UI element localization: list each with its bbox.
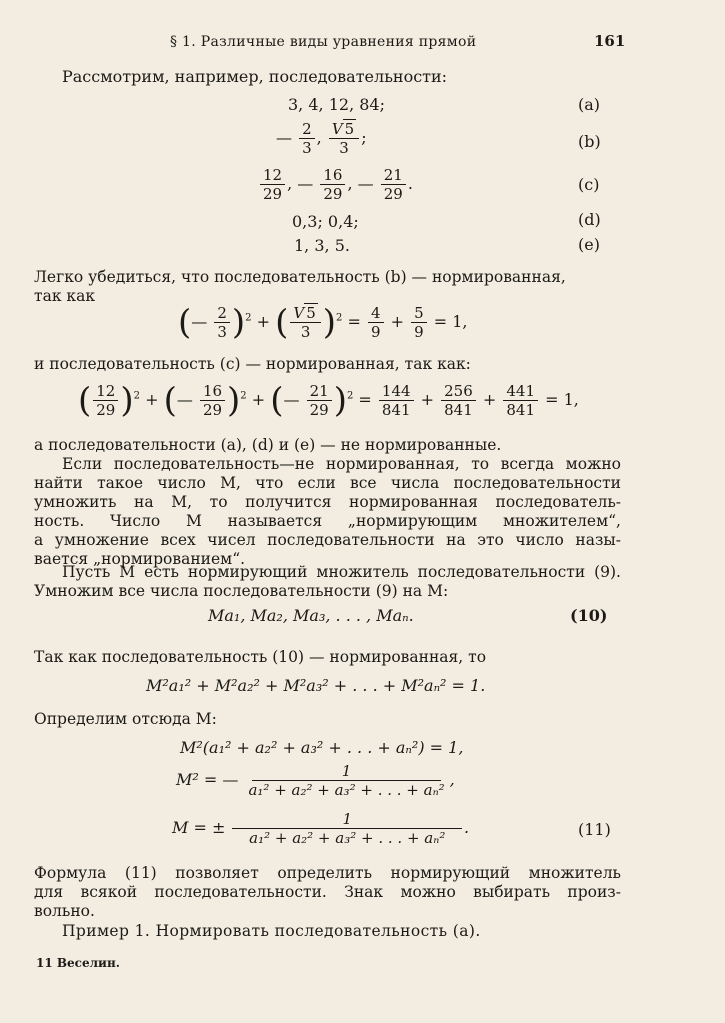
sequence-c: $\frac{12}{29}$ , — $\frac{16}{29}$ , — $\frac{21}{29}$ .	[258, 166, 413, 203]
para3-line3: вольно.	[34, 902, 95, 920]
page-number: 161	[594, 32, 626, 50]
not-normalized-line: а последовательности (a), (d) и (e) — не нормированные.	[34, 436, 502, 454]
easy-line1: Легко убедиться, что последовательность (b) — нормированная,	[34, 268, 566, 286]
since-line: Так как последовательность (10) — нормированная, то	[34, 648, 487, 666]
sequence-d: 0,3; 0,4;	[292, 212, 359, 231]
formula-11: M = ± $\frac{1}{\text{a₁² + a₂² + a₃² + . . . + aₙ²}}$ .	[172, 810, 470, 847]
sequence-b: — $\frac{2}{3}$ , $\frac{V 5}{3}$ ;	[276, 120, 367, 157]
para1-line4: ность. Число M называется „нормирующим множителем“,	[34, 512, 621, 530]
intro-text: Рассмотрим, например, последовательности:	[62, 67, 448, 86]
para1-line5: а умножение всех чисел последовательности на это число назы-	[34, 531, 621, 549]
easy-line2: так как	[34, 287, 96, 305]
sequence-e: 1, 3, 5.	[294, 236, 350, 255]
formula-sum: M²a₁² + M²a₂² + M²a₃² + . . . + M²aₙ² = 1.	[146, 676, 486, 695]
footer-signature: 11 Веселин.	[36, 956, 120, 970]
label-c: (c)	[578, 175, 600, 194]
para1-line2: найти такое число M, что если все числа последовательности	[34, 474, 621, 492]
label-10: (10)	[570, 606, 608, 625]
and-line: и последовательность (c) — нормированная, так как:	[34, 355, 471, 373]
label-b: (b)	[578, 132, 601, 151]
label-d: (d)	[578, 210, 601, 229]
label-a: (a)	[578, 95, 601, 114]
sequence-a: 3, 4, 12, 84;	[288, 95, 385, 114]
formula-c-check: ( $\frac{12}{29}$ )$^2$ + (— $\frac{16}{29}$ )$^2$ + (— $\frac{21}{29}$ )$^2$ = $\frac{144}{841}$ + $\frac{256}{841}$ + $\frac{441}{841}$ = 1,	[78, 380, 579, 421]
formula-b-check: (— $\frac{2}{3}$ )$^2$ + ( $\frac{V 5}{3}$ )$^2$ = $\frac{4}{9}$ + $\frac{5}{9}$ = 1,	[178, 302, 468, 343]
para2-line2: Умножим все числа последовательности (9) на M:	[34, 582, 449, 600]
example-line: Пример 1. Нормировать последовательность (a).	[62, 922, 481, 940]
label-e: (e)	[578, 235, 600, 254]
para1-line3: умножить на M, то получится нормированная последователь-	[34, 493, 621, 511]
para1-line1: Если последовательность—не нормированная, то всегда можно	[62, 455, 621, 473]
para1-line6: вается „нормированием“.	[34, 550, 246, 568]
formula-m2-frac: M² = — $\frac{1}{\text{a₁² + a₂² + a₃² + . . . + aₙ²}}$ ,	[176, 762, 455, 799]
label-11: (11)	[578, 820, 611, 839]
formula-m2: M²(a₁² + a₂² + a₃² + . . . + aₙ²) = 1,	[180, 738, 464, 757]
para2-line1: Пусть M есть нормирующий множитель последовательности (9).	[62, 563, 621, 581]
para3-line2: для всякой последовательности. Знак можно выбирать произ-	[34, 883, 621, 901]
para3-line1: Формула (11) позволяет определить нормирующий множитель	[34, 864, 621, 882]
define-line: Определим отсюда M:	[34, 710, 217, 728]
running-header: § 1. Различные виды уравнения прямой	[170, 34, 477, 50]
formula-10: Ma₁, Ma₂, Ma₃, . . . , Maₙ.	[208, 606, 414, 625]
